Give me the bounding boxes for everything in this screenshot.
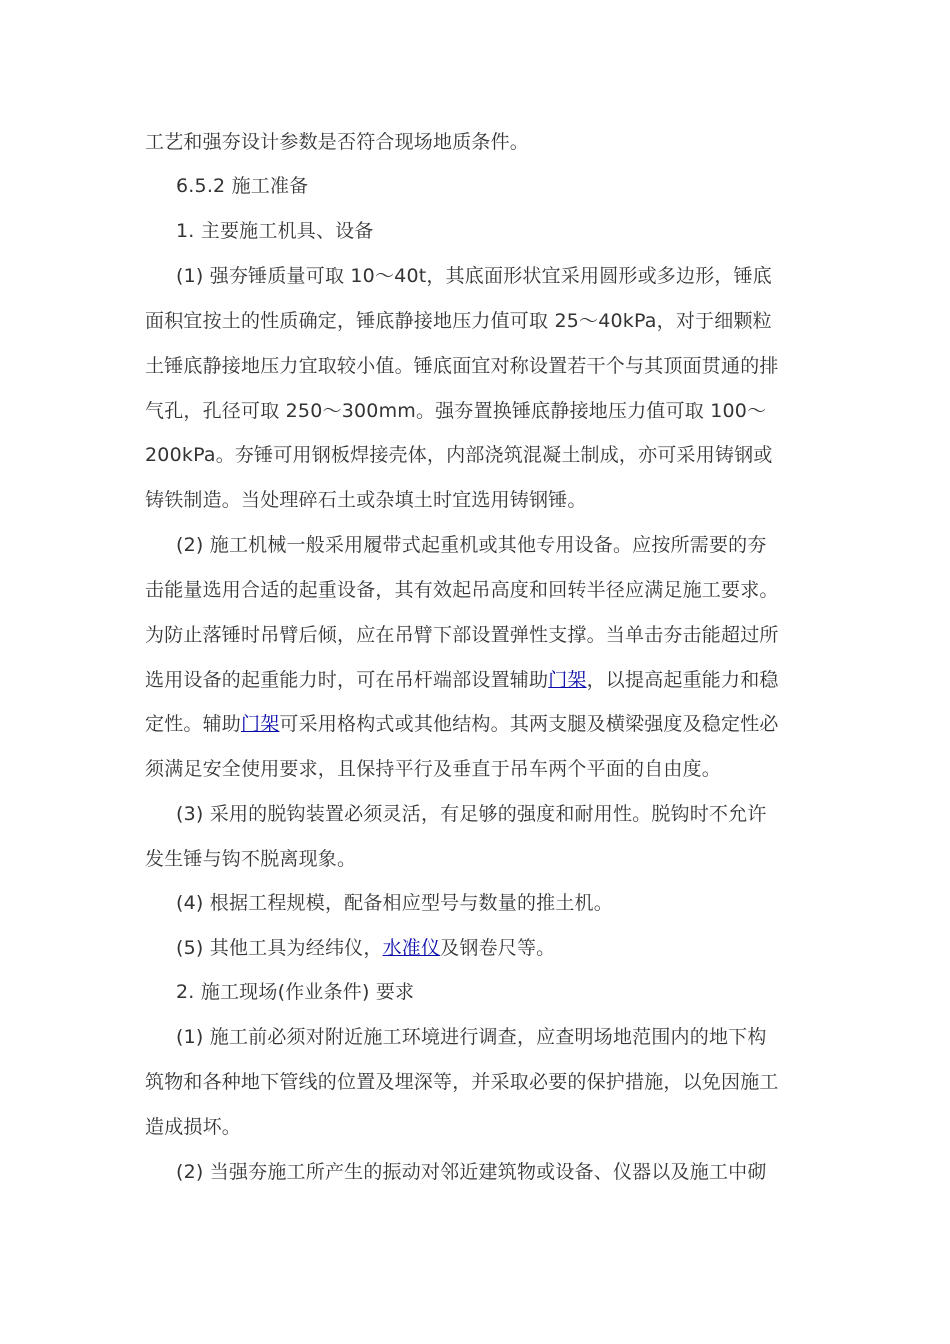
- text-line: [145, 709, 779, 736]
- text-line: 铸铁制造。当处理碎石土或杂填土时宜选用铸钢锤。: [145, 489, 587, 511]
- text-line: 须满足安全使用要求，且保持平行及垂直于吊车两个平面的自由度。: [145, 758, 722, 780]
- text-line: 造成损坏。: [145, 1116, 242, 1138]
- text-line: 工艺和强夯设计参数是否符合现场地质条件。: [145, 131, 530, 153]
- text-line: 筑物和各种地下管线的位置及埋深等，并采取必要的保护措施，以免因施工: [145, 1071, 779, 1093]
- level-instrument-link[interactable]: 水准仪: [382, 937, 441, 959]
- subsection-heading: 1. 主要施工机具、设备: [176, 220, 374, 242]
- text-line: 发生锤与钩不脱离现象。: [145, 848, 357, 870]
- text-line: (4) 根据工程规模，配备相应型号与数量的推土机。: [176, 892, 613, 914]
- text-line: 击能量选用合适的起重设备，其有效起吊高度和回转半径应满足施工要求。: [145, 579, 779, 601]
- text-line: 200kPa。夯锤可用钢板焊接壳体，内部浇筑混凝土制成，亦可采用铸钢或: [145, 444, 773, 466]
- text-line: (1) 强夯锤质量可取 10～40t，其底面形状宜采用圆形或多边形，锤底: [176, 265, 772, 287]
- text-span: (5) 其他工具为经纬仪，: [176, 937, 383, 959]
- text-line: 面积宜按土的性质确定，锤底静接地压力值可取 25～40kPa，对于细颗粒: [145, 310, 772, 332]
- text-line: (2) 施工机械一般采用履带式起重机或其他专用设备。应按所需要的夯: [176, 534, 767, 556]
- text-line: [176, 933, 555, 960]
- text-span: 定性。辅助: [145, 713, 242, 735]
- text-line: (1) 施工前必须对附近施工环境进行调查，应查明场地范围内的地下构: [176, 1026, 767, 1048]
- subsection-heading: 2. 施工现场(作业条件) 要求: [176, 981, 415, 1003]
- text-span: 及钢卷尺等。: [440, 937, 556, 959]
- section-heading: 6.5.2 施工准备: [176, 175, 309, 197]
- gantry-link[interactable]: 门架: [241, 713, 280, 735]
- text-span: ，以提高起重能力和稳: [586, 669, 779, 691]
- text-line: (2) 当强夯施工所产生的振动对邻近建筑物或设备、仪器以及施工中砌: [176, 1161, 767, 1183]
- text-span: 选用设备的起重能力时，可在吊杆端部设置辅助: [145, 669, 549, 691]
- text-line: 土锤底静接地压力宜取较小值。锤底面宜对称设置若干个与其顶面贯通的排: [145, 355, 779, 377]
- gantry-link[interactable]: 门架: [548, 669, 587, 691]
- text-line: 气孔，孔径可取 250～300mm。强夯置换锤底静接地压力值可取 100～: [145, 400, 767, 422]
- text-line: 为防止落锤时吊臂后倾，应在吊臂下部设置弹性支撑。当单击夯击能超过所: [145, 624, 779, 646]
- text-line: [145, 665, 779, 692]
- text-span: 可采用格构式或其他结构。其两支腿及横梁强度及稳定性必: [279, 713, 779, 735]
- text-line: (3) 采用的脱钩装置必须灵活，有足够的强度和耐用性。脱钩时不允许: [176, 803, 767, 825]
